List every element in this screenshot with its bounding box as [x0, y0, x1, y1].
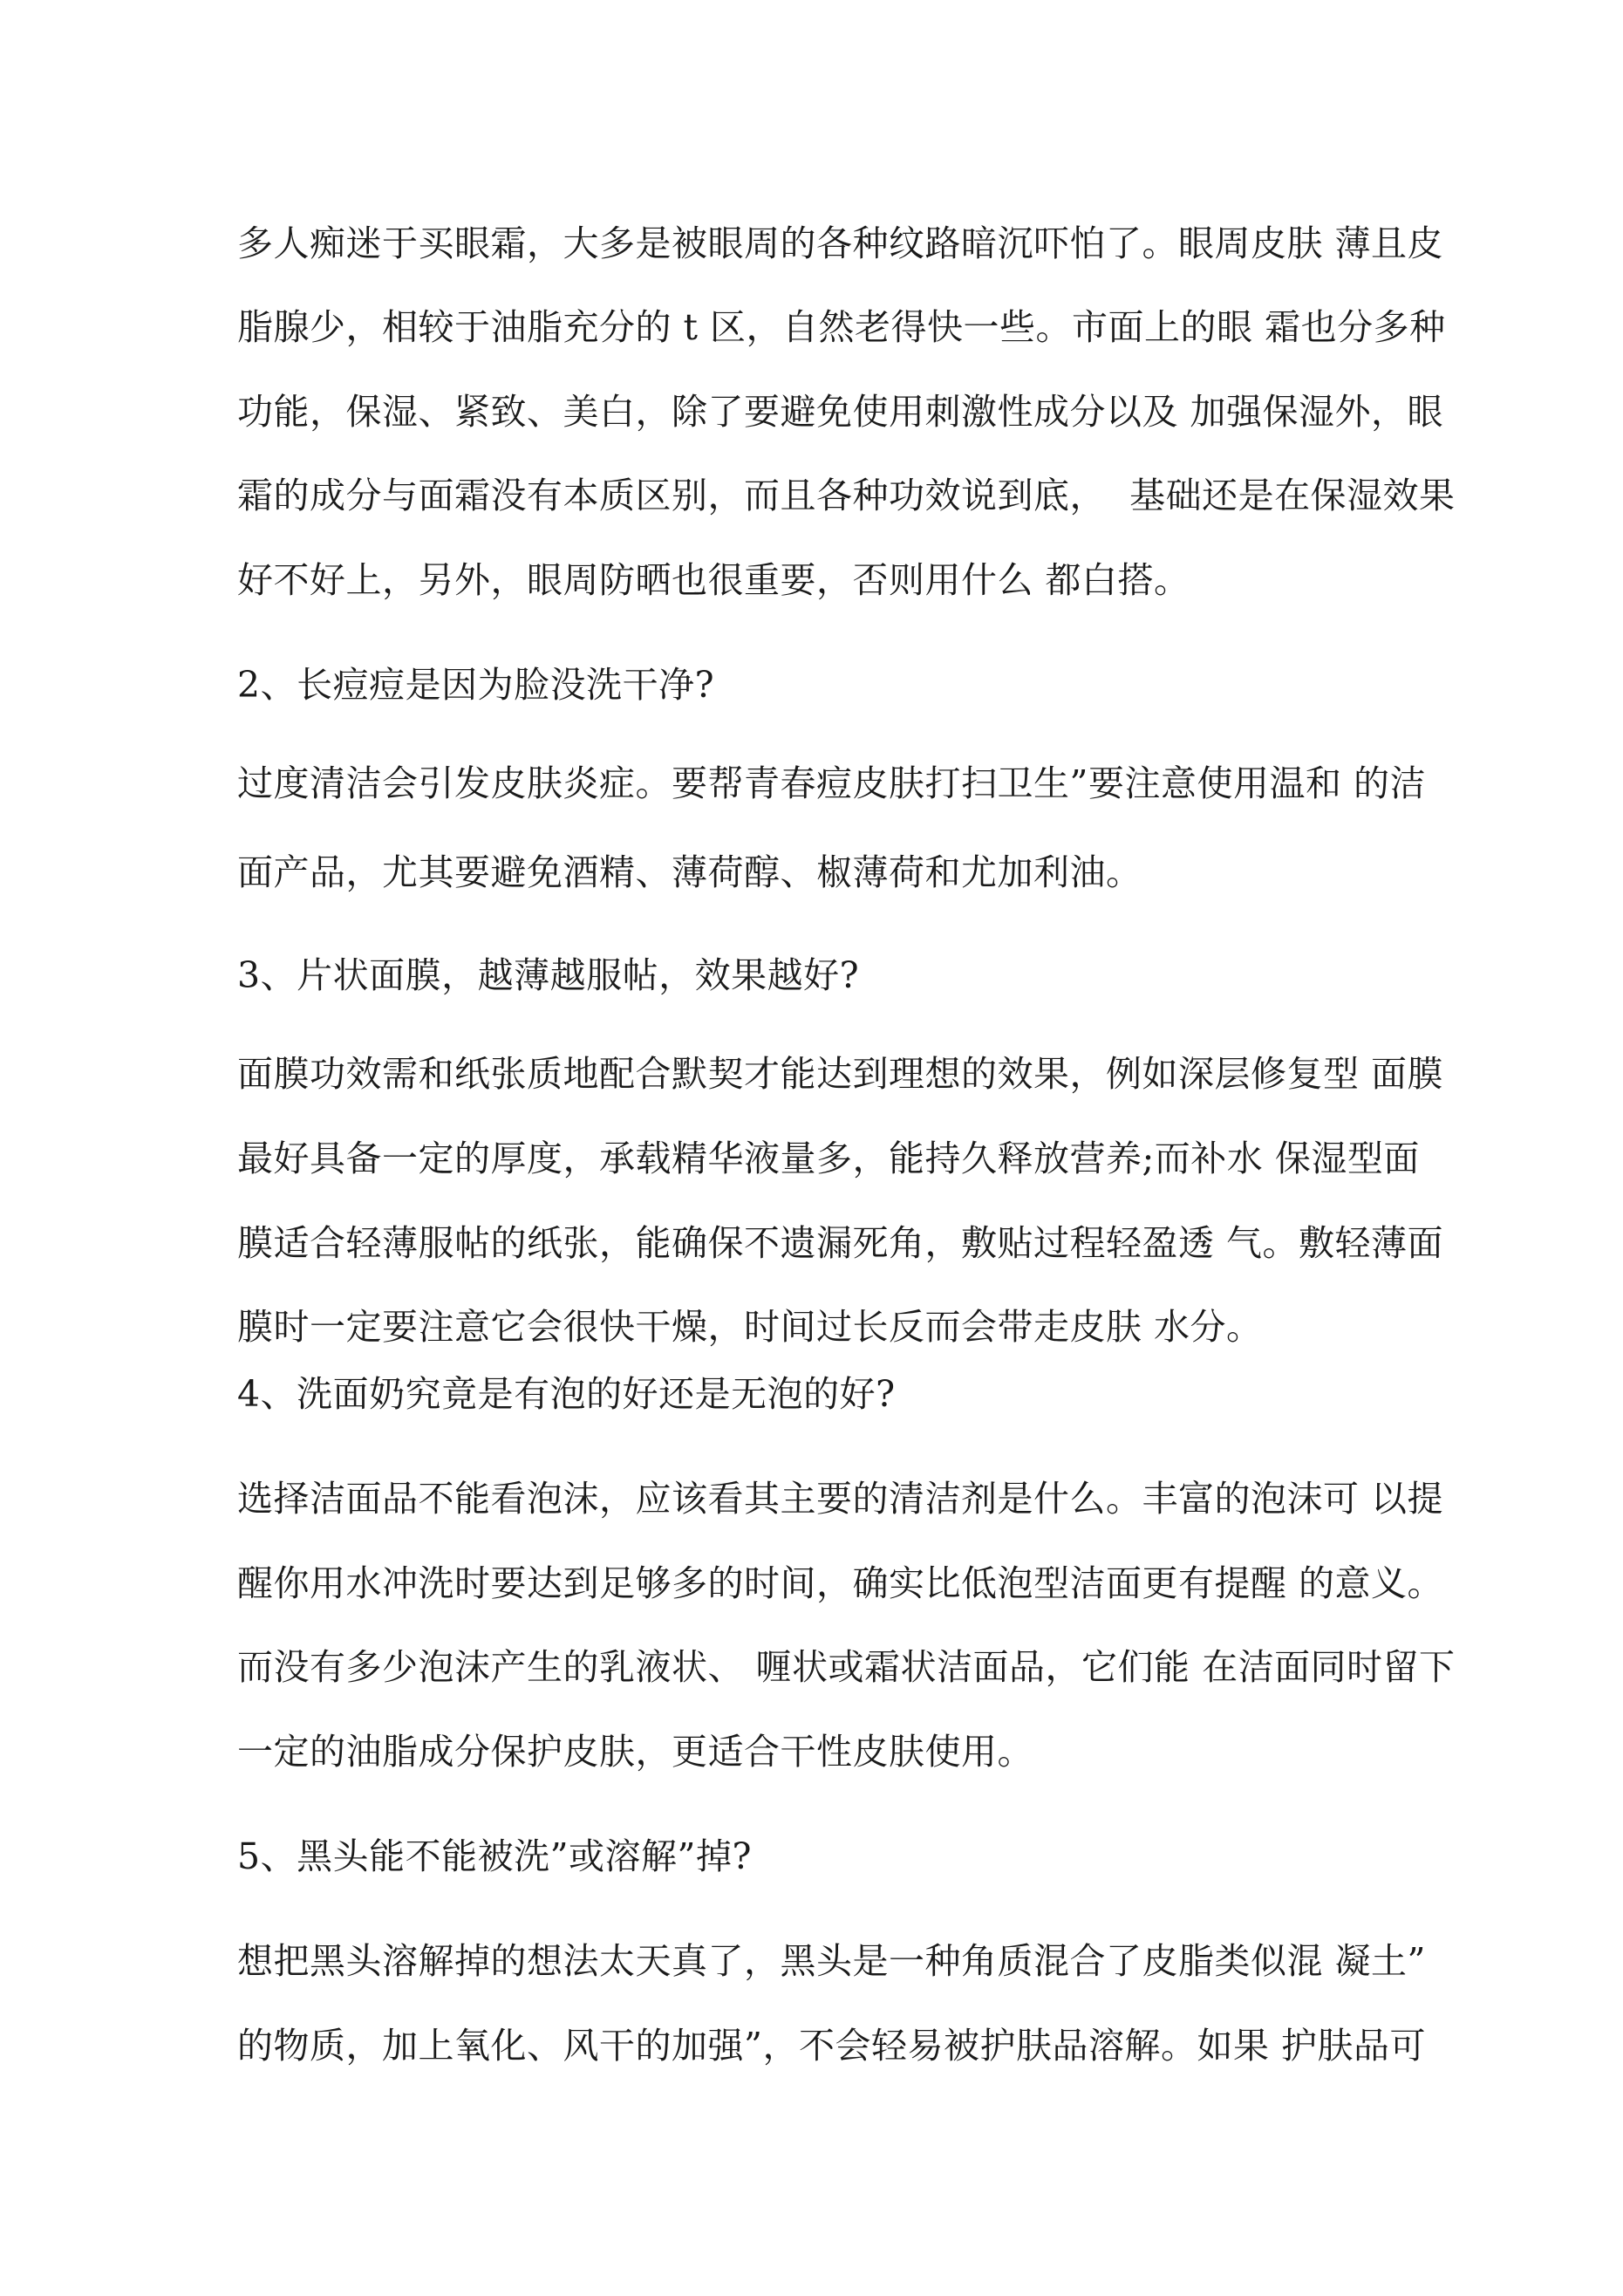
paragraph-2-line-1: 过度清洁会引发皮肤炎症。要帮青春痘皮肤打扫卫生”要注意使用温和 的洁: [237, 762, 1426, 804]
paragraph-3-line-2: 最好具备一定的厚度，承载精华液量多，能持久释放营养;而补水 保湿型面: [237, 1138, 1420, 1179]
paragraph-1-line-2: 脂腺少，相较于油脂充分的 t 区，自然老得快一些。市面上的眼 霜也分多种: [237, 306, 1446, 348]
paragraph-1-line-5: 好不好上，另外，眼周防晒也很重要，否则用什么 都白搭。: [237, 559, 1190, 601]
paragraph-3-line-3: 膜适合轻薄服帖的纸张，能确保不遗漏死角，敷贴过程轻盈透 气。敷轻薄面: [237, 1222, 1444, 1264]
paragraph-4-line-4: 一定的油脂成分保护皮肤，更适合干性皮肤使用。: [237, 1731, 1033, 1773]
paragraph-1-line-3: 功能，保湿、紧致、美白，除了要避免使用刺激性成分以及 加强保湿外，眼: [237, 391, 1444, 433]
paragraph-1-line-1: 多人痴迷于买眼霜，大多是被眼周的各种纹路暗沉吓怕了。眼周皮肤 薄且皮: [237, 222, 1444, 264]
question-3-heading: 3、片状面膜，越薄越服帖，效果越好?: [237, 954, 860, 996]
paragraph-4-line-2: 醒你用水冲洗时要达到足够多的时间，确实比低泡型洁面更有提醒 的意义。: [237, 1562, 1444, 1604]
paragraph-3-line-1: 面膜功效需和纸张质地配合默契才能达到理想的效果，例如深层修复型 面膜: [237, 1053, 1444, 1095]
paragraph-4-line-1: 选择洁面品不能看泡沫，应该看其主要的清洁剂是什么。丰富的泡沫可 以提: [237, 1478, 1444, 1520]
paragraph-5-line-1: 想把黑头溶解掉的想法太天真了，黑头是一种角质混合了皮脂类似混 凝土”: [237, 1940, 1426, 1982]
paragraph-4-line-3: 而没有多少泡沫产生的乳液状、 喱状或霜状洁面品，它们能 在洁面同时留下: [237, 1646, 1456, 1688]
question-2-heading: 2、长痘痘是因为脸没洗干净?: [237, 664, 715, 706]
question-5-heading: 5、黑头能不能被洗”或溶解”掉?: [237, 1835, 752, 1877]
paragraph-2-line-2: 面产品，尤其要避免酒精、薄荷醇、椒薄荷和尤加利油。: [237, 851, 1142, 893]
paragraph-5-line-2: 的物质，加上氧化、风干的加强”，不会轻易被护肤品溶解。如果 护肤品可: [237, 2025, 1426, 2067]
question-4-heading: 4、洗面奶究竟是有泡的好还是无泡的好?: [237, 1373, 896, 1415]
paragraph-1-line-4: 霜的成分与面霜没有本质区别，而且各种功效说到底， 基础还是在保湿效果: [237, 475, 1456, 516]
paragraph-3-line-4: 膜时一定要注意它会很快干燥，时间过长反而会带走皮肤 水分。: [237, 1306, 1263, 1348]
